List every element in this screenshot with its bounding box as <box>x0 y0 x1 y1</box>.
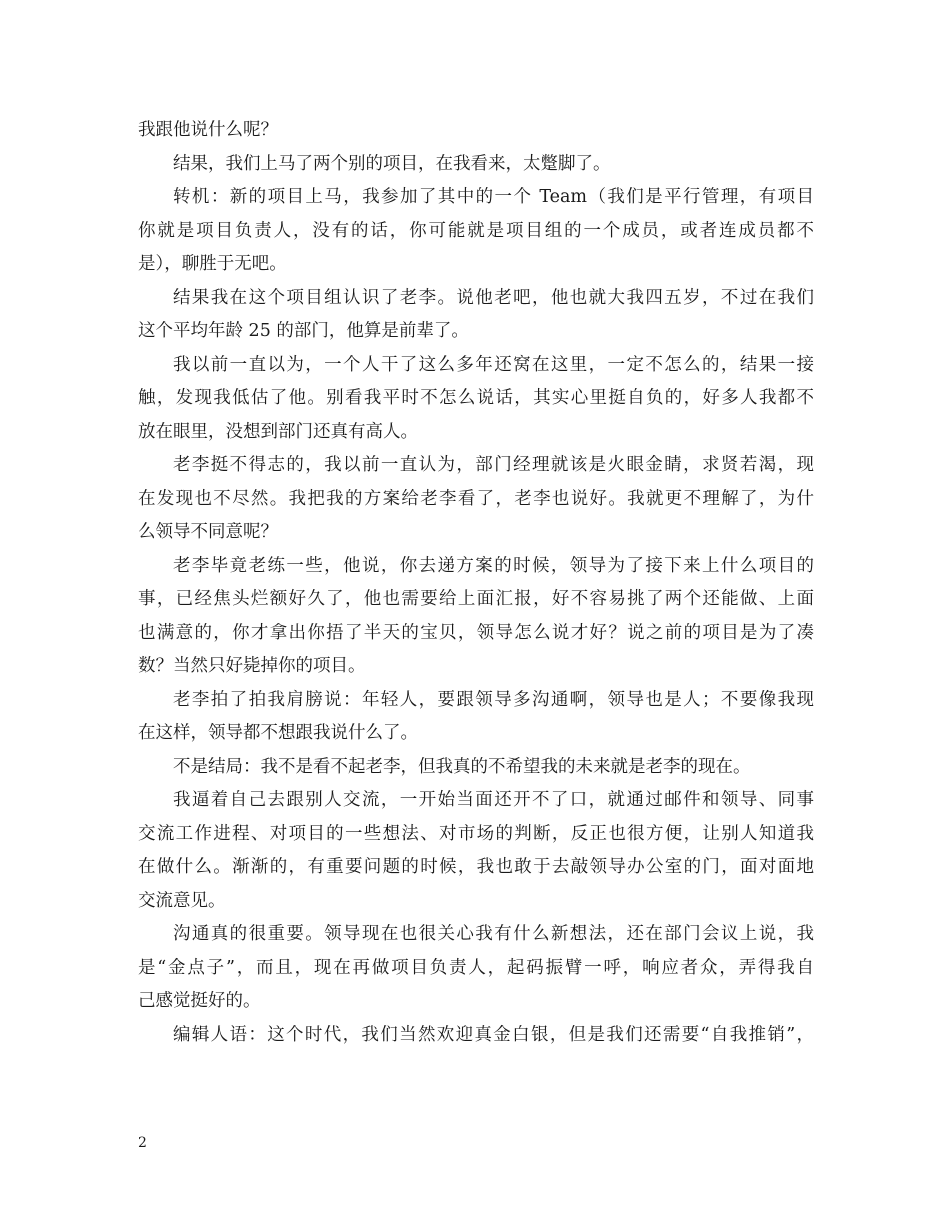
text-line: 放在眼里，没想到部门还真有高人。 <box>138 421 418 442</box>
text-line: 沟通真的很重要。领导现在也很关心我有什么新想法，还在部门会议上说，我 <box>173 924 814 944</box>
text-line: 交流工作进程、对项目的一些想法、对市场的判断，反正也很方便，让别人知道我 <box>138 823 814 844</box>
text-line: 不是结局：我不是看不起老李，但我真的不希望我的未来就是老李的现在。 <box>173 756 751 777</box>
text-line: 老李毕竟老练一些，他说，你去递方案的时候，领导为了接下来上什么项目的 <box>173 555 814 576</box>
text-line: 我跟他说什么呢？ <box>138 120 278 140</box>
text-line: 这个平均年龄 25 的部门，他算是前辈了。 <box>138 321 469 341</box>
body-text <box>138 114 814 1052</box>
text-line: 也满意的，你才拿出你捂了半天的宝贝，领导怎么说才好？说之前的项目是为了凑 <box>138 622 814 643</box>
text-line: 编辑人语：这个时代，我们当然欢迎真金白银，但是我们还需要“自我推销”， <box>173 1024 814 1045</box>
text-line: 在做什么。渐渐的，有重要问题的时候，我也敢于去敲领导办公室的门，面对面地 <box>138 857 814 877</box>
text-line: 我以前一直以为，一个人干了这么多年还窝在这里，一定不怎么的，结果一接 <box>173 354 814 375</box>
text-line: 结果我在这个项目组认识了老李。说他老吧，他也就大我四五岁，不过在我们 <box>173 287 814 308</box>
text-line: 么领导不同意呢？ <box>138 522 278 542</box>
text-line: 数？当然只好毙掉你的项目。 <box>138 656 366 676</box>
text-line: 是“金点子”，而且，现在再做项目负责人，起码振臂一呼，响应者众，弄得我自 <box>138 957 814 978</box>
text-line: 在发现也不尽然。我把我的方案给老李看了，老李也说好。我就更不理解了，为什 <box>138 488 814 509</box>
text-line: 老李挺不得志的，我以前一直认为，部门经理就该是火眼金睛，求贤若渴，现 <box>173 455 814 475</box>
text-line: 结果，我们上马了两个别的项目，在我看来，太蹩脚了。 <box>173 153 611 174</box>
text-line: 触，发现我低估了他。别看我平时不怎么说话，其实心里挺自负的，好多人我都不 <box>138 388 814 408</box>
text-line: 事，已经焦头烂额好久了，他也需要给上面汇报，好不容易挑了两个还能做、上面 <box>138 589 814 609</box>
text-line: 转机：新的项目上马，我参加了其中的一个 Team（我们是平行管理，有项目 <box>173 187 814 207</box>
text-line: 在这样，领导都不想跟我说什么了。 <box>138 723 418 743</box>
text-line: 己感觉挺好的。 <box>138 991 261 1011</box>
text-line: 是），聊胜于无吧。 <box>138 254 287 274</box>
text-line: 我逼着自己去跟别人交流，一开始当面还开不了口，就通过邮件和领导、同事 <box>173 790 814 810</box>
text-line: 交流意见。 <box>138 890 226 911</box>
text-line: 你就是项目负责人，没有的话，你可能就是项目组的一个成员，或者连成员都不 <box>138 220 814 241</box>
text-line: 老李拍了拍我肩膀说：年轻人，要跟领导多沟通啊，领导也是人；不要像我现 <box>173 689 814 710</box>
page-number: 2 <box>138 1135 147 1151</box>
